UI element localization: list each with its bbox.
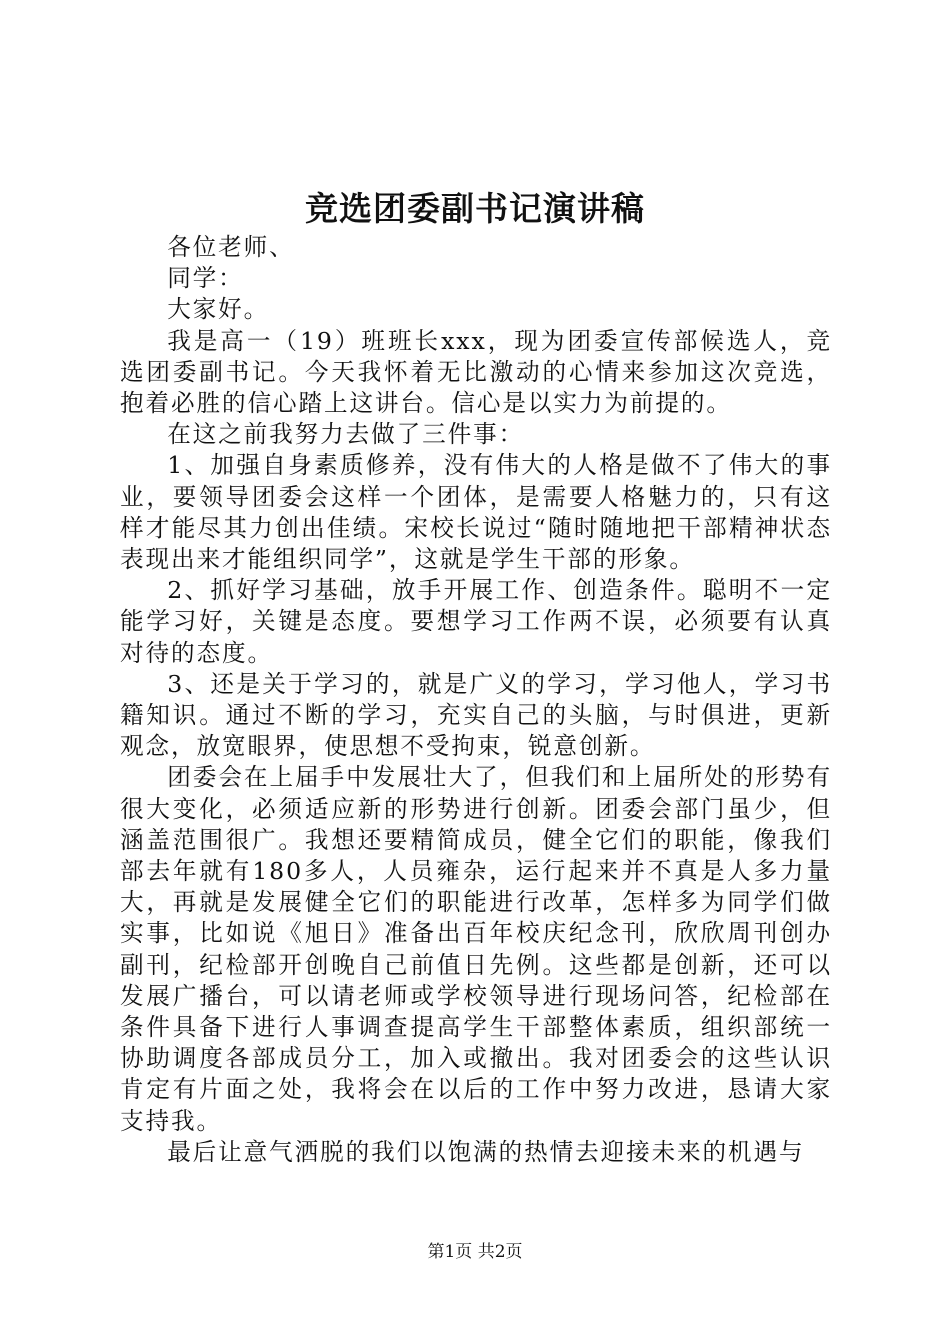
page-number-footer: 第1页 共2页 xyxy=(427,1242,523,1262)
document-title: 竞选团委副书记演讲稿 xyxy=(305,189,645,228)
paragraph-point-3: 3、还是关于学习的，就是广义的学习，学习他人，学习书籍知识。通过不断的学习，充实自己的头脑，与时俱进，更新观念，放宽眼界，使思想不受拘束，锐意创新。 xyxy=(120,669,832,761)
paragraph-three-things: 在这之前我努力去做了三件事： xyxy=(167,420,525,449)
paragraph-greeting-teachers: 各位老师、 xyxy=(167,233,295,261)
paragraph-point-2: 2、抓好学习基础，放手开展工作、创造条件。聪明不一定能学习好，关键是态度。要想学习工作两不误，必须要有认真对待的态度。 xyxy=(120,576,832,667)
paragraph-greeting-all: 大家好。 xyxy=(167,295,270,324)
paragraph-plans: 团委会在上届手中发展壮大了，但我们和上届所处的形势有很大变化，必须适应新的形势进行创新。团委会部门虽少，但涵盖范围很广。我想还要精简成员，健全它们的职能，像我们部去年就有180多人，人员雍杂，运行起来并不真是人多力量大，再就是发展健全它们的职能进行改革，怎样多为同学们做实事，比如说《旭日》准备出百年校庆纪念刊，欣欣周刊创办副刊，纪检部开创晚自己前值日先例。这些都是创新，还可以发展广播台，可以请老师或学校领导进行现场问答，纪检部在条件具备下进行人事调查提高学生干部整体素质，组织部统一协助调度各部成员分工，加入或撤出。我对团委会的这些认识肯定有片面之处，我将会在以后的工作中努力改进，恳请大家支持我。 xyxy=(120,763,832,1135)
paragraph-introduction: 我是高一（19）班班长xxx，现为团委宣传部候选人，竞选团委副书记。今天我怀着无比激动的心情来参加这次竞选，抱着必胜的信心踏上这讲台。信心是以实力为前提的。 xyxy=(120,326,832,418)
paragraph-greeting-students: 同学： xyxy=(167,264,244,293)
paragraph-closing: 最后让意气洒脱的我们以饱满的热情去迎接未来的机遇与 xyxy=(167,1137,805,1166)
document-body xyxy=(120,232,832,1168)
paragraph-point-1: 1、加强自身素质修养，没有伟大的人格是做不了伟大的事业，要领导团委会这样一个团体，是需要人格魅力的，只有这样才能尽其力创出佳绩。宋校长说过“随时随地把干部精神状态表现出来才能组织同学”，这就是学生干部的形象。 xyxy=(120,451,832,574)
